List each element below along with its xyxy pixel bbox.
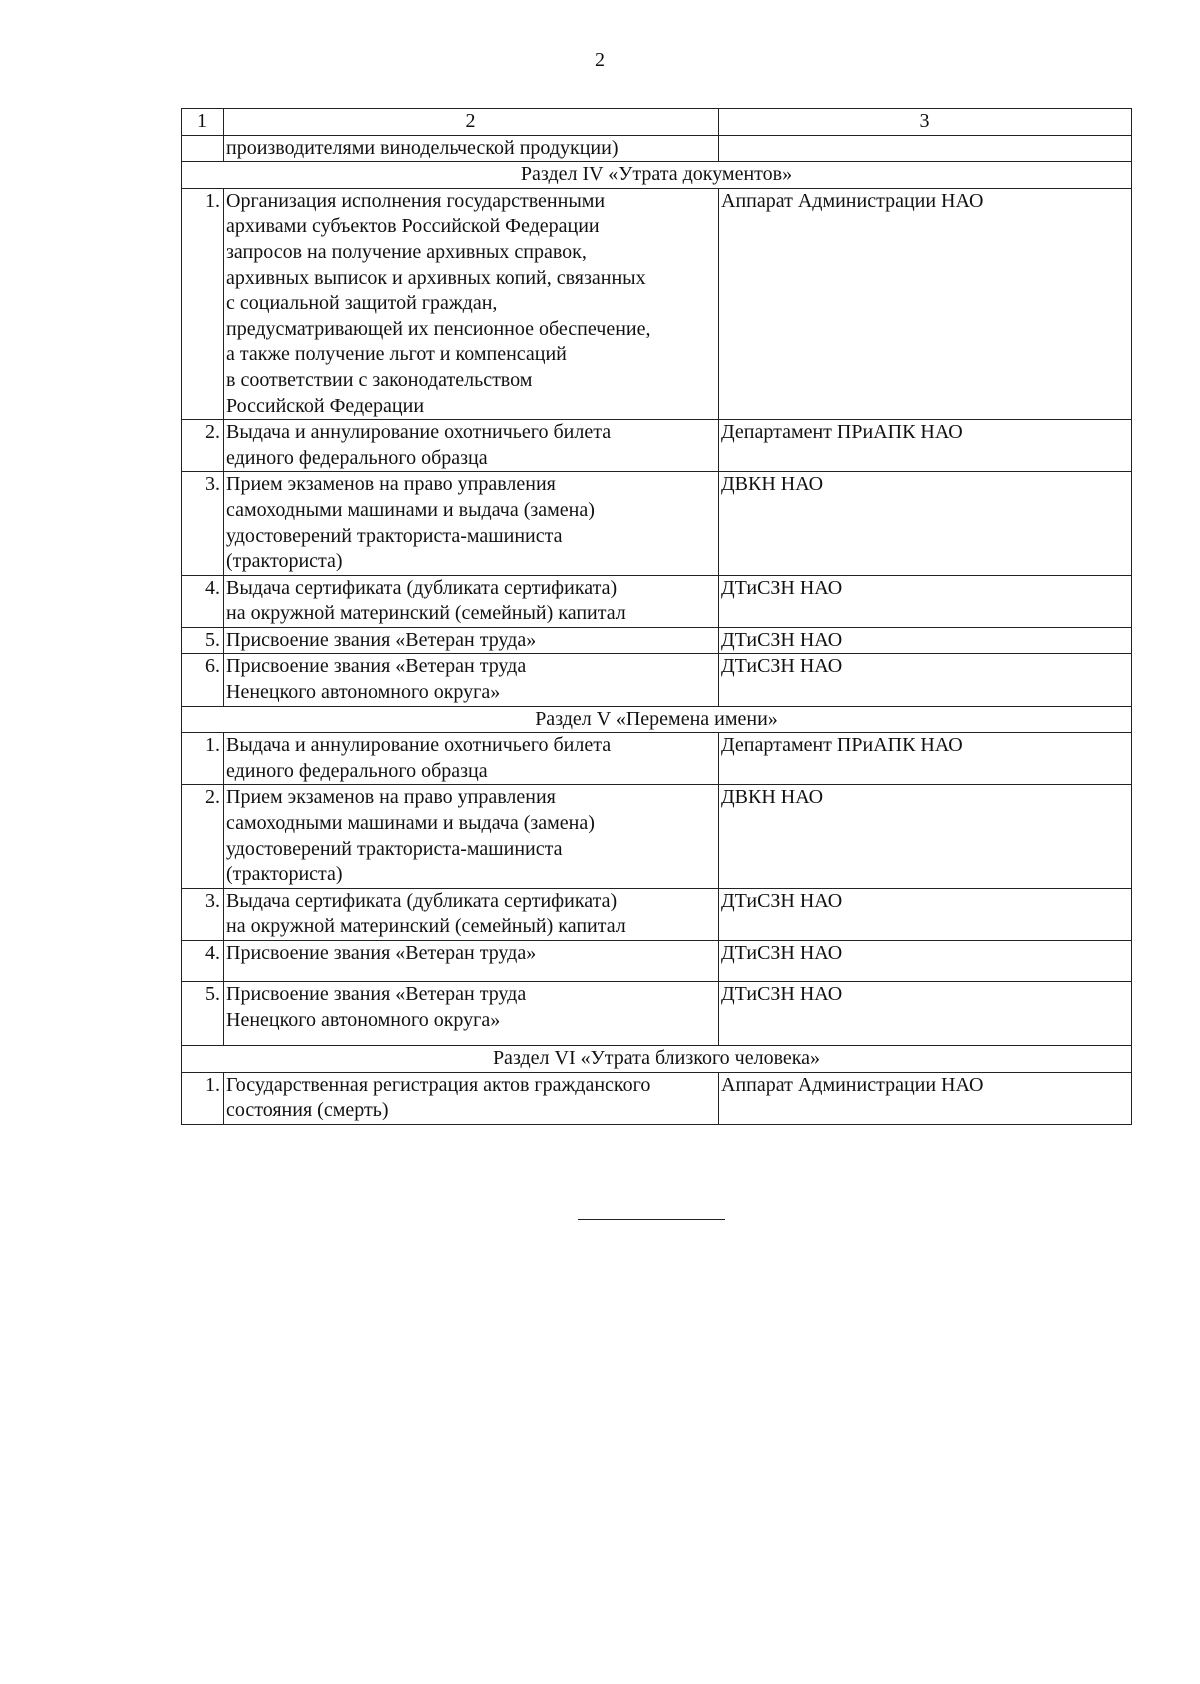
table-row: [182, 472, 1132, 575]
section-header-row: [182, 162, 1132, 189]
service-name: Выдача и аннулирование охотничьего билета единого федерального образца: [224, 733, 719, 785]
responsible-organization: Департамент ПРиАПК НАО: [719, 420, 1132, 472]
section-title: Раздел IV «Утрата документов»: [182, 162, 1132, 189]
table-row: [182, 982, 1132, 1046]
services-table: [181, 108, 1132, 1125]
responsible-organization: ДТиСЗН НАО: [719, 654, 1132, 706]
responsible-organization: [719, 135, 1132, 162]
responsible-organization: ДТиСЗН НАО: [719, 941, 1132, 982]
header-cell-2: 2: [224, 109, 719, 136]
row-number: 4.: [182, 941, 224, 982]
section-title: Раздел V «Перемена имени»: [182, 706, 1132, 733]
row-number: 3.: [182, 472, 224, 575]
section-header-row: [182, 706, 1132, 733]
row-number: [182, 135, 224, 162]
responsible-organization: ДВКН НАО: [719, 785, 1132, 888]
continuation-row: [182, 135, 1132, 162]
row-number: 1.: [182, 1072, 224, 1124]
row-number: 1.: [182, 733, 224, 785]
service-name: Присвоение звания «Ветеран труда»: [224, 941, 719, 982]
row-number: 5.: [182, 627, 224, 654]
end-of-document-line: [578, 1219, 725, 1220]
service-name: Выдача сертификата (дубликата сертификата) на окружной материнский (семейный) капитал: [224, 575, 719, 627]
service-name: Присвоение звания «Ветеран труда Ненецкого автономного округа»: [224, 982, 719, 1046]
row-number: 4.: [182, 575, 224, 627]
row-number: 2.: [182, 420, 224, 472]
table-row: [182, 188, 1132, 419]
service-name: Выдача и аннулирование охотничьего билета единого федерального образца: [224, 420, 719, 472]
header-cell-1: 1: [182, 109, 224, 136]
section-header-row: [182, 1046, 1132, 1073]
row-number: 5.: [182, 982, 224, 1046]
responsible-organization: ДТиСЗН НАО: [719, 888, 1132, 940]
table-row: [182, 654, 1132, 706]
responsible-organization: Аппарат Администрации НАО: [719, 188, 1132, 419]
responsible-organization: ДТиСЗН НАО: [719, 575, 1132, 627]
table-row: [182, 575, 1132, 627]
responsible-organization: ДТиСЗН НАО: [719, 982, 1132, 1046]
page-number: 2: [595, 49, 605, 71]
table-row: [182, 785, 1132, 888]
service-name: Присвоение звания «Ветеран труда»: [224, 627, 719, 654]
row-number: 1.: [182, 188, 224, 419]
responsible-organization: Аппарат Администрации НАО: [719, 1072, 1132, 1124]
service-name: Организация исполнения государственными архивами субъектов Российской Федерации запросов на получение архивных справок, архивных выписок и архивных копий, связанных с социальной защитой граждан, предусматривающей их пенсионное обеспечение, а также получение льгот и компенсаций в соответствии с законодательством Российской Федерации: [224, 188, 719, 419]
responsible-organization: ДВКН НАО: [719, 472, 1132, 575]
section-title: Раздел VI «Утрата близкого человека»: [182, 1046, 1132, 1073]
table-row: [182, 1072, 1132, 1124]
service-name: производителями винодельческой продукции): [224, 135, 719, 162]
row-number: 2.: [182, 785, 224, 888]
table-row: [182, 420, 1132, 472]
table-row: [182, 941, 1132, 982]
service-name: Выдача сертификата (дубликата сертификата) на окружной материнский (семейный) капитал: [224, 888, 719, 940]
service-name: Государственная регистрация актов гражданского состояния (смерть): [224, 1072, 719, 1124]
table-header-row: [182, 109, 1132, 136]
service-name: Прием экзаменов на право управления самоходными машинами и выдача (замена) удостоверений тракториста-машиниста (тракториста): [224, 472, 719, 575]
row-number: 3.: [182, 888, 224, 940]
row-number: 6.: [182, 654, 224, 706]
header-cell-3: 3: [719, 109, 1132, 136]
responsible-organization: ДТиСЗН НАО: [719, 627, 1132, 654]
table-row: [182, 627, 1132, 654]
responsible-organization: Департамент ПРиАПК НАО: [719, 733, 1132, 785]
service-name: Прием экзаменов на право управления самоходными машинами и выдача (замена) удостоверений тракториста-машиниста (тракториста): [224, 785, 719, 888]
service-name: Присвоение звания «Ветеран труда Ненецкого автономного округа»: [224, 654, 719, 706]
table-row: [182, 888, 1132, 940]
table-row: [182, 733, 1132, 785]
